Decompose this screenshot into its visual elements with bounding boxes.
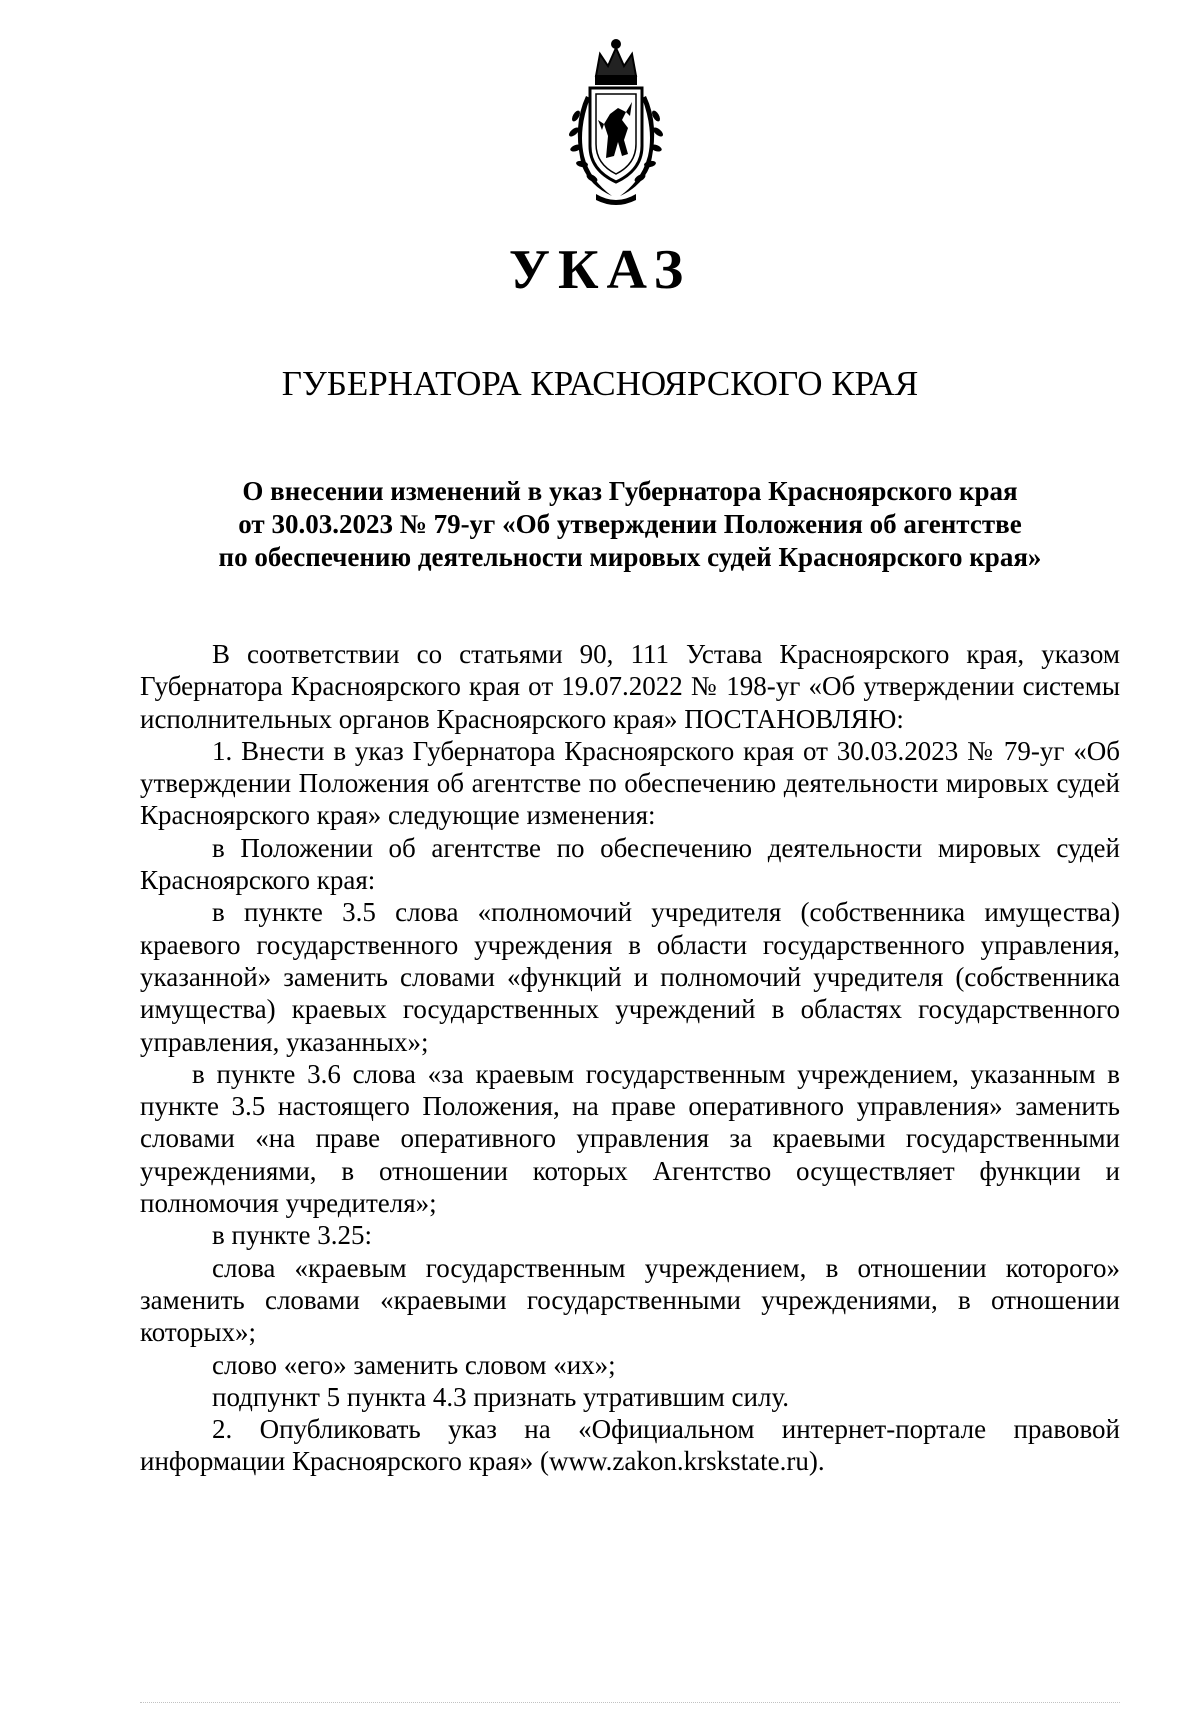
item-1-clause-3-6: в пункте 3.6 слова «за краевым государственным учреждением, указанным в пункте 3.5 настоящего Положения, на праве оперативного управления» заменить словами «на праве оперативного управления за краевыми государственными учреждениями, в отношении которых Агентство осуществляет функции и полномочия учредителя»; — [140, 1058, 1120, 1219]
item-1-clause-3-25-b: слово «его» заменить словом «их»; — [212, 1349, 616, 1380]
item-1-intro: 1. Внести в указ Губернатора Красноярского края от 30.03.2023 № 79-уг «Об утверждении Положения об агентстве по обеспечению деятельности мировых судей Красноярского края» следующие изменения: — [140, 735, 1120, 831]
document-heading — [140, 475, 1120, 574]
item-1-clause-4-3: подпункт 5 пункта 4.3 признать утратившим силу. — [212, 1381, 789, 1412]
item-1-scope: в Положении об агентстве по обеспечению деятельности мировых судей Красноярского края: — [140, 832, 1120, 896]
issuer-title: ГУБЕРНАТОРА КРАСНОЯРСКОГО КРАЯ — [281, 364, 919, 403]
document-body — [140, 638, 1120, 1478]
heading-line: от 30.03.2023 № 79-уг «Об утверждении Положения об агентстве — [238, 509, 1022, 539]
preamble-paragraph: В соответствии со статьями 90, 111 Устава Красноярского края, указом Губернатора Красноярского края от 19.07.2022 № 198-уг «Об утверждении системы исполнительных органов Красноярского края» ПОСТАНОВЛЯЮ: — [140, 639, 1120, 734]
item-1-clause-3-5: в пункте 3.5 слова «полномочий учредителя (собственника имущества) краевого государственного учреждения в области государственного управления, указанной» заменить словами «функций и полномочий учредителя (собственника имущества) краевых государственных учреждений в областях государственного управления, указанных»; — [140, 897, 1120, 1057]
item-1-clause-3-25-a: слова «краевым государственным учреждением, в отношении которого» заменить словами «краевыми государственными учреждениями, в отношении которых»; — [140, 1252, 1120, 1348]
heading-line: О внесении изменений в указ Губернатора Красноярского края — [242, 476, 1018, 506]
document-type-title: УКАЗ — [508, 239, 692, 301]
item-1-clause-3-25: в пункте 3.25: — [212, 1220, 372, 1251]
item-2-paragraph: 2. Опубликовать указ на «Официальном интернет-портале правовой информации Красноярского края» (www.zakon.krskstate.ru). — [140, 1414, 1120, 1477]
heading-line: по обеспечению деятельности мировых судей Красноярского края» — [218, 542, 1042, 572]
coat-of-arms-icon — [560, 36, 672, 208]
page-bottom-edge — [140, 1702, 1120, 1705]
